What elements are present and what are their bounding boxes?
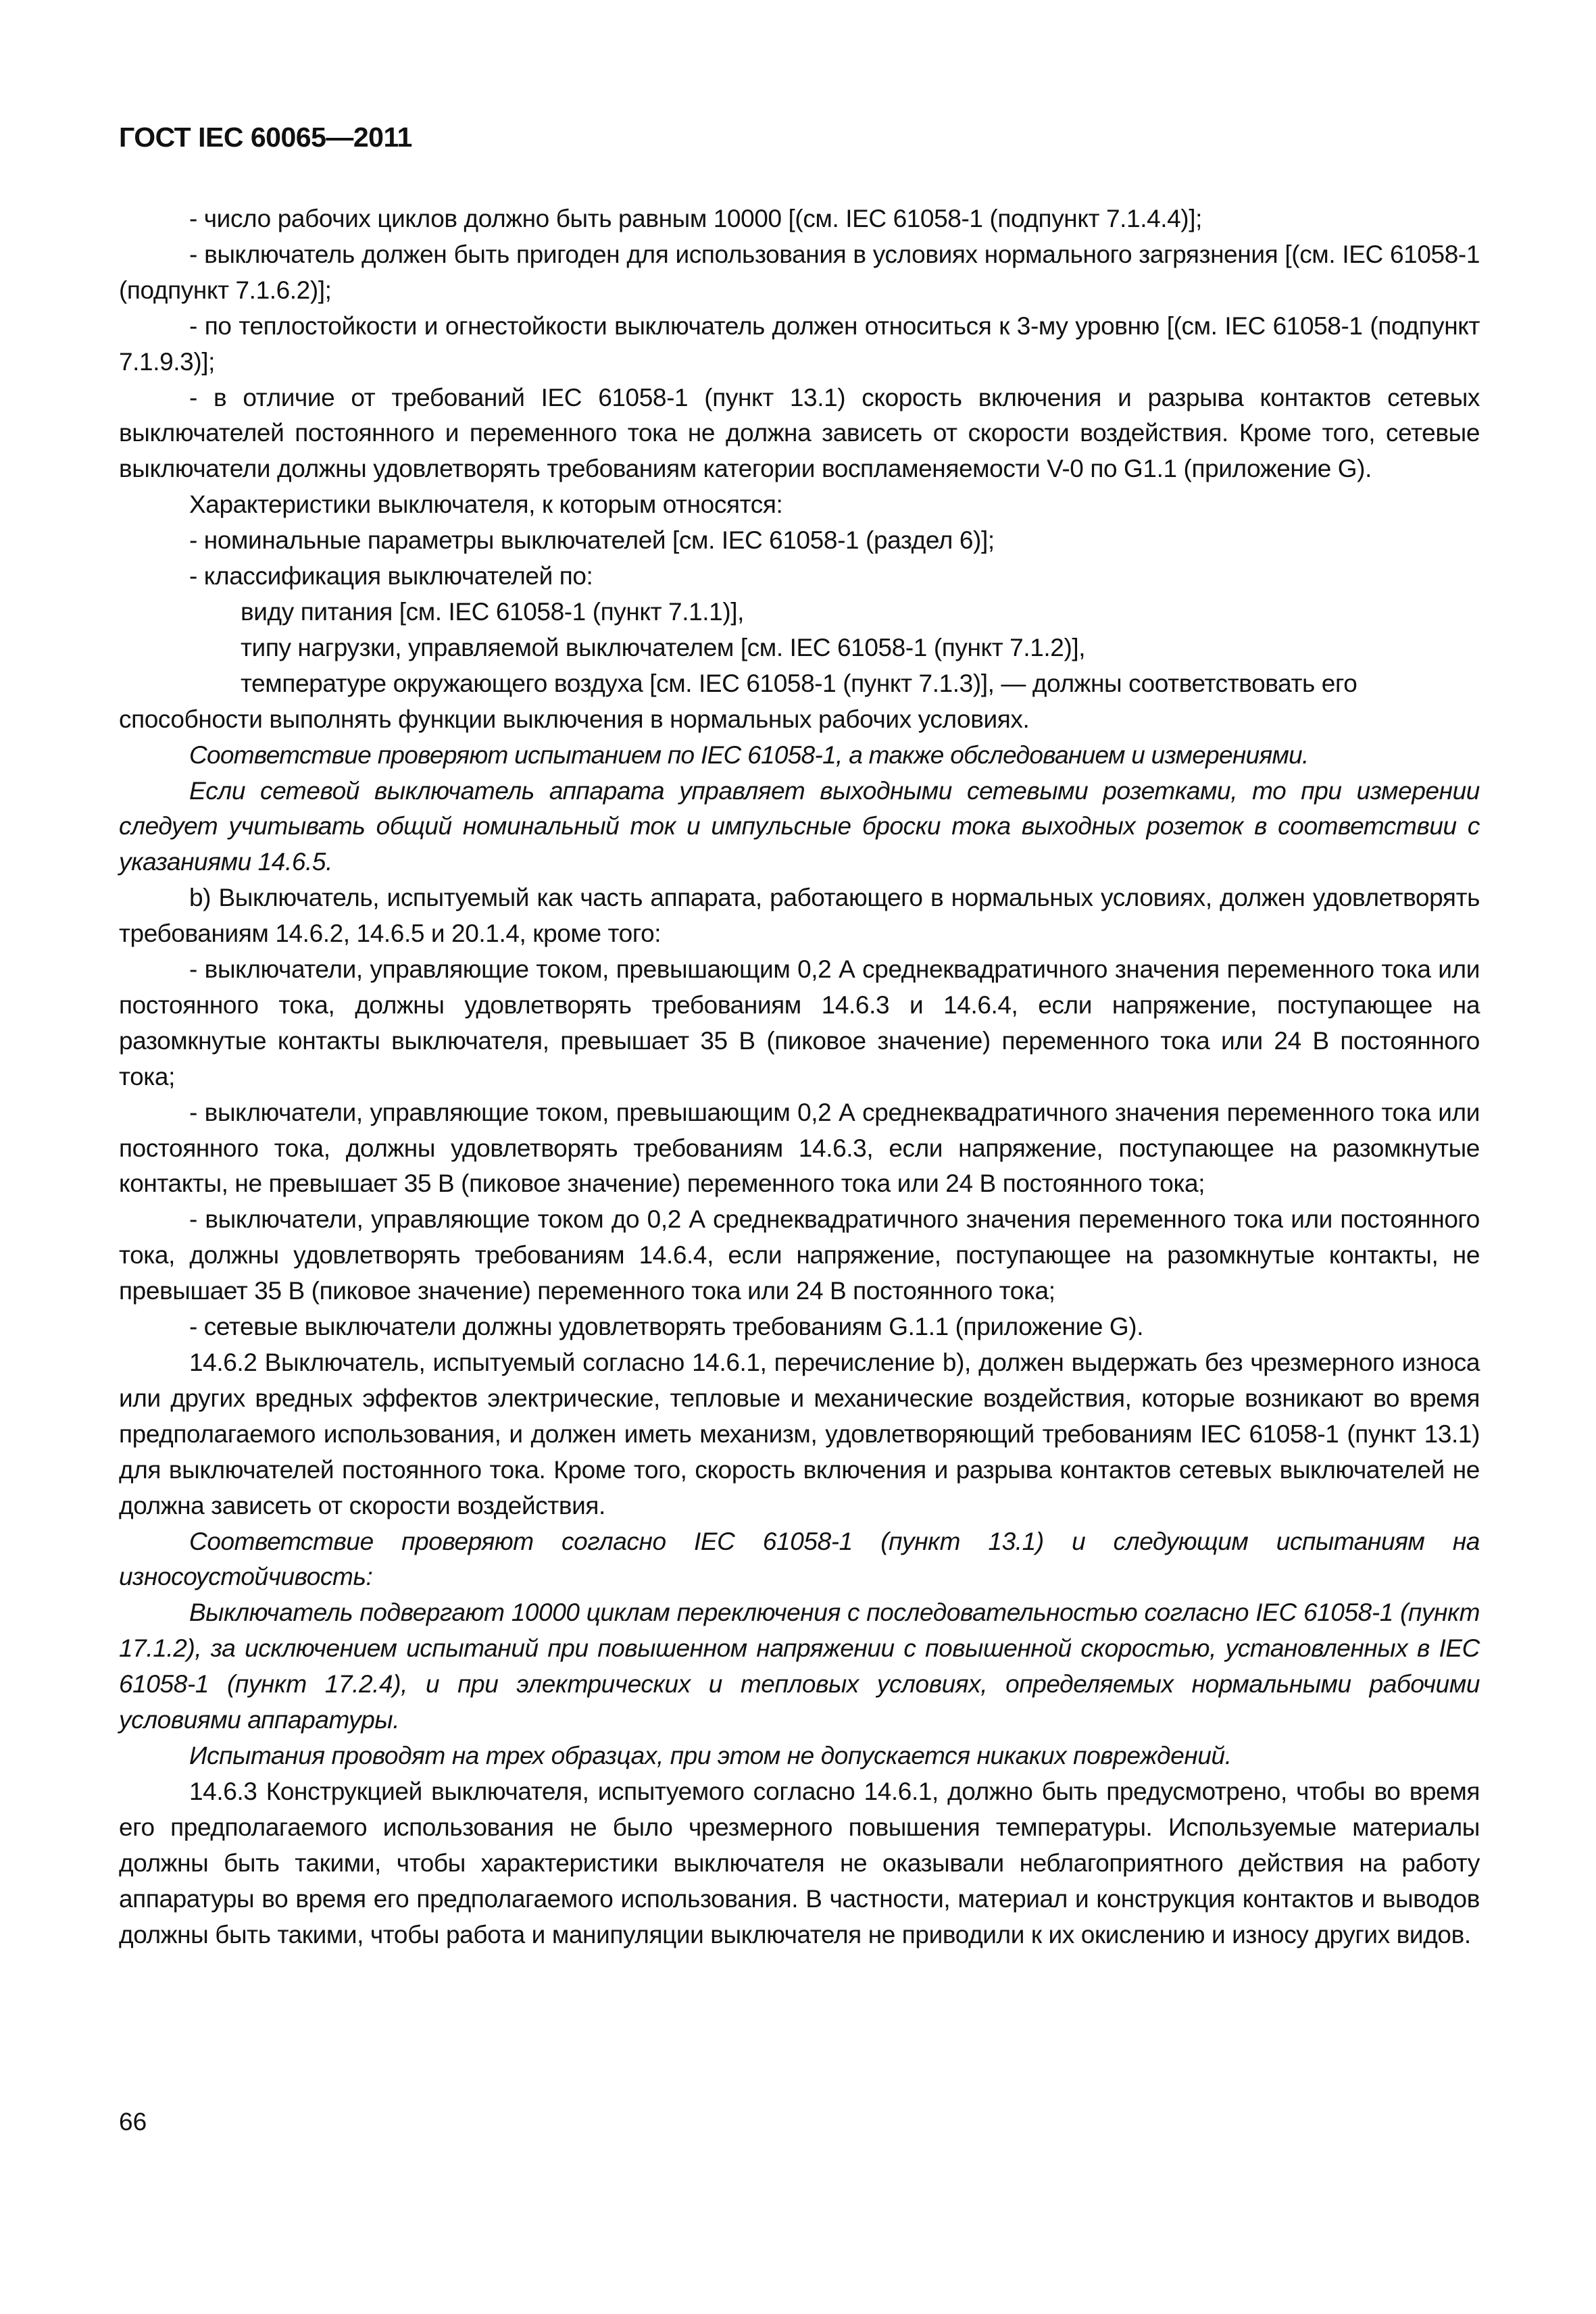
- document-body: [119, 201, 1480, 1953]
- compliance-note: Если сетевой выключатель аппарата управляет выходными сетевыми розетками, то при измерении следует учитывать общий номинальный ток и импульсные броски тока выходных розеток в соответствии с указаниями 14.6.5.: [119, 776, 1480, 876]
- paragraph: - сетевые выключатели должны удовлетворять требованиям G.1.1 (приложение G).: [189, 1313, 1144, 1341]
- sub-list-item: типу нагрузки, управляемой выключателем [см. IEC 61058-1 (пункт 7.1.2)],: [241, 633, 1086, 661]
- paragraph: - по теплостойкости и огнестойкости выключатель должен относиться к 3-му уровню [(см. IEC 61058-1 (подпункт 7.1.9.3)];: [119, 311, 1480, 376]
- sub-list-item: температуре окружающего воздуха [см. IEC 61058-1 (пункт 7.1.3)], — должны соответствовать его: [241, 669, 1357, 697]
- document-header: ГОСТ IEC 60065—2011: [119, 122, 412, 153]
- compliance-note: Соответствие проверяют испытанием по IEC 61058-1, а также обследованием и измерениями.: [189, 740, 1309, 769]
- compliance-note: Испытания проводят на трех образцах, при этом не допускается никаких повреждений.: [189, 1741, 1232, 1769]
- section-paragraph: 14.6.3 Конструкцией выключателя, испытуемого согласно 14.6.1, должно быть предусмотрено, чтобы во время его предполагаемого использования не было чрезмерного повышения температуры. Используемые материалы должны быть такими, чтобы характеристики выключателя не оказывали неблагоприятного действия на работу аппаратуры во время его предполагаемого использования. В частности, материал и конструкция контактов и выводов должны быть такими, чтобы работа и манипуляции выключателя не приводили к их окислению и износу других видов.: [119, 1777, 1480, 1948]
- sub-list-item: виду питания [см. IEC 61058-1 (пункт 7.1.1)],: [241, 597, 745, 626]
- paragraph: - выключатели, управляющие током до 0,2 А среднеквадратичного значения переменного тока или постоянного тока, должны удовлетворять требованиям 14.6.4, если напряжение, поступающее на разомкнутые контакты, не превышает 35 В (пиковое значение) переменного тока или 24 В постоянного тока;: [119, 1205, 1480, 1305]
- paragraph: - выключатель должен быть пригоден для использования в условиях нормального загрязнения [(см. IEC 61058-1 (подпункт 7.1.6.2)];: [119, 240, 1480, 304]
- paragraph: - в отличие от требований IEC 61058-1 (пункт 13.1) скорость включения и разрыва контактов сетевых выключателей постоянного и переменного тока не должна зависеть от скорости воздействия. Кроме того, сетевые выключатели должны удовлетворять требованиям категории воспламеняемости V-0 по G1.1 (приложение G).: [119, 383, 1480, 483]
- paragraph: - номинальные параметры выключателей [см. IEC 61058-1 (раздел 6)];: [189, 526, 995, 555]
- paragraph-continuation: способности выполнять функции выключения в нормальных рабочих условиях.: [119, 705, 1030, 733]
- paragraph: b) Выключатель, испытуемый как часть аппарата, работающего в нормальных условиях, должен удовлетворять требованиям 14.6.2, 14.6.5 и 20.1.4, кроме того:: [119, 884, 1480, 948]
- page-number: 66: [119, 2108, 147, 2136]
- section-paragraph: 14.6.2 Выключатель, испытуемый согласно 14.6.1, перечисление b), должен выдержать без чрезмерного износа или других вредных эффектов электрические, тепловые и механические воздействия, которые возникают во время предполагаемого использования, и должен иметь механизм, удовлетворяющий требованиям IEC 61058-1 (пункт 13.1) для выключателей постоянного тока. Кроме того, скорость включения и разрыва контактов сетевых выключателей не должна зависеть от скорости воздействия.: [119, 1349, 1480, 1519]
- compliance-note: Соответствие проверяют согласно IEC 61058-1 (пункт 13.1) и следующим испытаниям на износоустойчивость:: [119, 1527, 1480, 1591]
- paragraph: - выключатели, управляющие током, превышающим 0,2 А среднеквадратичного значения переменного тока или постоянного тока, должны удовлетворять требованиям 14.6.3, если напряжение, поступающее на разомкнутые контакты, не превышает 35 В (пиковое значение) переменного тока или 24 В постоянного тока;: [119, 1098, 1480, 1198]
- paragraph: - число рабочих циклов должно быть равным 10000 [(см. IEC 61058-1 (подпункт 7.1.4.4)];: [189, 205, 1202, 232]
- paragraph: - классификация выключателей по:: [189, 562, 593, 590]
- paragraph: - выключатели, управляющие током, превышающим 0,2 А среднеквадратичного значения переменного тока или постоянного тока, должны удовлетворять требованиям 14.6.3 и 14.6.4, если напряжение, поступающее на разомкнутые контакты выключателя, превышает 35 В (пиковое значение) переменного тока или 24 В постоянного тока;: [119, 955, 1480, 1090]
- paragraph: Характеристики выключателя, к которым относятся:: [189, 491, 783, 519]
- compliance-note: Выключатель подвергают 10000 циклам переключения с последовательностью согласно IEC 61058-1 (пункт 17.1.2), за исключением испытаний при повышенном напряжении с повышенной скоростью, установленных в IEC 61058-1 (пункт 17.2.4), и при электрических и тепловых условиях, определяемых нормальными рабочими условиями аппаратуры.: [119, 1599, 1480, 1734]
